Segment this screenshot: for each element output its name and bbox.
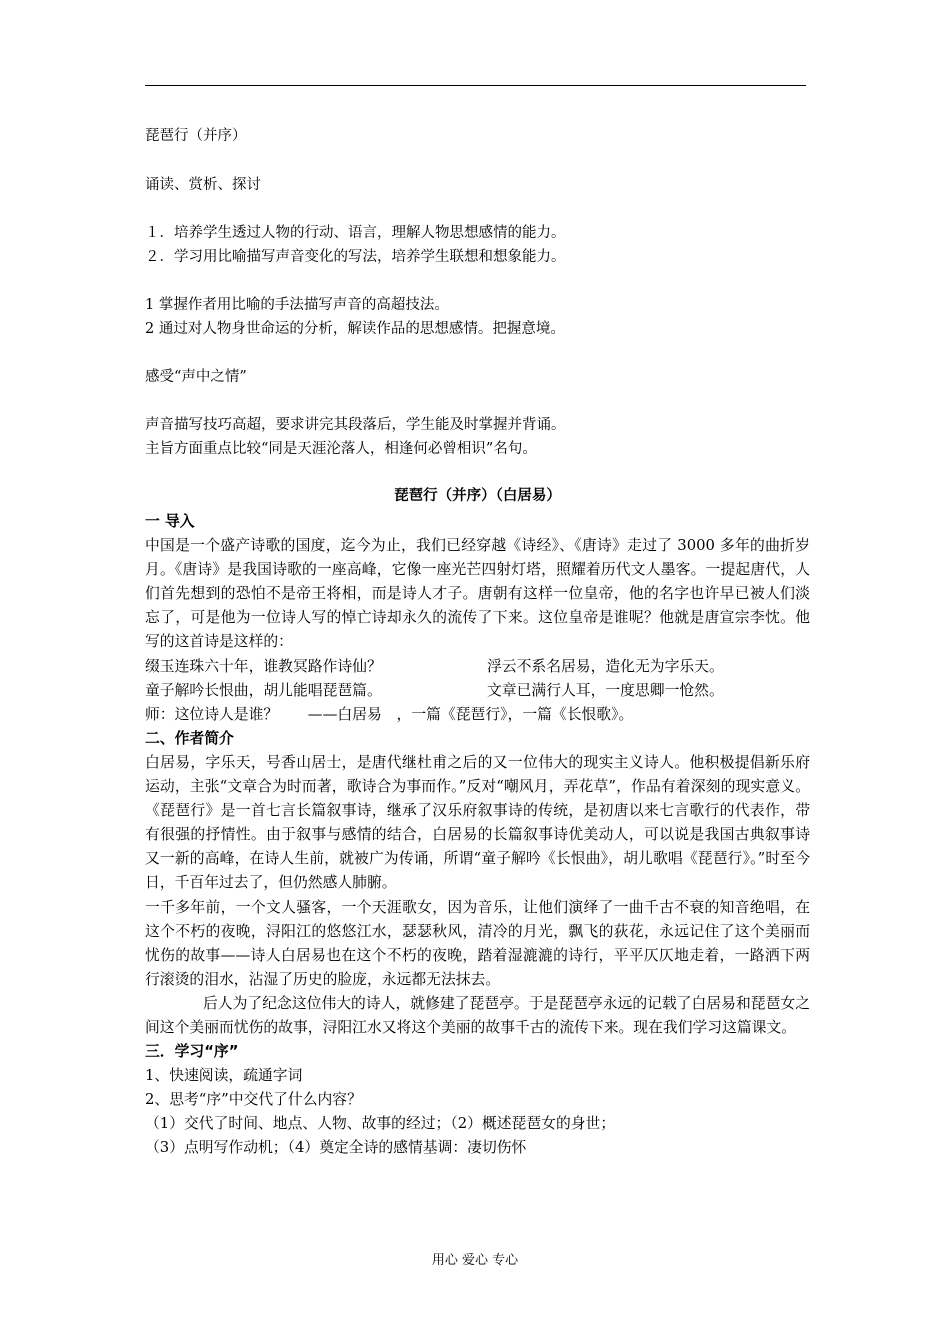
section2-heading: 二、作者简介 [145,729,234,747]
objective-item: １．培养学生透过人物的行动、语言，理解人物思想感情的能力。 [145,225,566,241]
difficulty-text: 感受“声中之情” [145,369,247,385]
page-footer: 用心 爱心 专心 [431,1253,519,1268]
pavilion-paragraph: 后人为了纪念这位伟大的诗人，就修建了琵琶亭。于是琵琶亭永远的记载了白居易和琵琶女之间这个美丽而忧伤的故事，浔阳江水又将这个美丽的故事千古的流传下来。现在我们学习这篇课文。 [145,994,810,1036]
poem-line-second-half: 浮云不系名居易，造化无为字乐天。 [487,657,724,675]
arrangement-item: 主旨方面重点比较“同是天涯沦落人，相逢何必曾相识”名句。 [145,441,537,457]
poem-line [145,679,810,703]
poem-line-first-half: 缀玉连珠六十年，谁教冥路作诗仙？ [145,657,382,675]
section3-item: 2、思考“序”中交代了什么内容？ [145,1091,362,1109]
arrangement-item: 声音描写技巧高超，要求讲完其段落后，学生能及时掌握并背诵。 [145,417,566,433]
poem-line-second-half: 文章已满行人耳，一度思卿一怆然。 [487,681,724,699]
objectives-list [145,221,810,269]
poem-line [145,655,810,679]
section1-heading: 一 导入 [145,513,195,530]
author-paragraph: 白居易，字乐天，号香山居士，是唐代继杜甫之后的又一位伟大的现实主义诗人。他积极提倡新乐府运动，主张“文章合为时而著，歌诗合为事而作。”反对“嘲风月，弄花草”，作品有着深刻的现实意义。《琵琶行》是一首七言长篇叙事诗，继承了汉乐府叙事诗的传统，是初唐以来七言歌行的代表作，带有很强的抒情性。由于叙事与感情的结合，白居易的长篇叙事诗优美动人，可以说是我国古典叙事诗又一新的高峰，在诗人生前，就被广为传诵，所谓“童子解吟《长恨曲》，胡儿歌唱《琵琶行》。”时至今日，千百年过去了，但仍然感人肺腑。 [145,753,810,892]
key-point-item: 1 掌握作者用比喻的手法描写声音的高超技法。 [145,297,449,313]
story-paragraph: 一千多年前，一个文人骚客，一个天涯歌女，因为音乐，让他们演绎了一曲千古不衰的知音绝唱，在这个不朽的夜晚，浔阳江的悠悠江水，瑟瑟秋风，清冷的月光，飘飞的荻花，永远记住了这个美丽而忧伤的故事——诗人白居易也在这个不朽的夜晚，踏着湿漉漉的诗行，平平仄仄地走着，一路洒下两行滚烫的泪水，沾湿了历史的脸庞，永远都无法抹去。 [145,898,810,988]
teacher-question: 师：这位诗人是谁？ ——白居易 ，一篇《琵琶行》，一篇《长恨歌》。 [145,705,634,723]
teaching-methods: 诵读、赏析、探讨 [145,177,261,193]
section3-item: （3）点明写作动机；（4）奠定全诗的感情基调：凄切伤怀 [145,1139,527,1157]
intro-paragraph: 中国是一个盛产诗歌的国度，迄今为止，我们已经穿越《诗经》、《唐诗》走过了 3000 多年的曲折岁月。《唐诗》是我国诗歌的一座高峰，它像一座光芒四射灯塔，照耀着历代文人墨客。一提起唐代，人们首先想到的恐怕不是帝王将相，而是诗人才子。唐朝有这样一位皇帝，他的名字也许早已被人们淡忘了，可是他为一位诗人写的悼亡诗却永久的流传了下来。这位皇帝是谁呢？他就是唐宣宗李忱。他写的这首诗是这样的： [145,537,810,651]
main-body [145,510,810,1161]
section3-item: （1）交代了时间、地点、人物、故事的经过；（2）概述琵琶女的身世； [145,1115,616,1133]
objective-item: ２．学习用比喻描写声音变化的写法，培养学生联想和想象能力。 [145,249,566,265]
poem-line-first-half: 童子解吟长恨曲，胡儿能唱琵琶篇。 [145,681,382,699]
main-title: 琵琶行（并序）（白居易） [394,488,561,504]
key-points-list [145,293,810,341]
key-point-item: 2 通过对人物身世命运的分析，解读作品的思想感情。把握意境。 [145,321,565,337]
section3-item: 1、快速阅读，疏通字词 [145,1067,303,1085]
section3-heading: 三．学习“序” [145,1043,239,1061]
arrangement-list [145,413,810,461]
lesson-title: 琵琶行（并序） [145,128,247,144]
header-rule [145,85,806,86]
